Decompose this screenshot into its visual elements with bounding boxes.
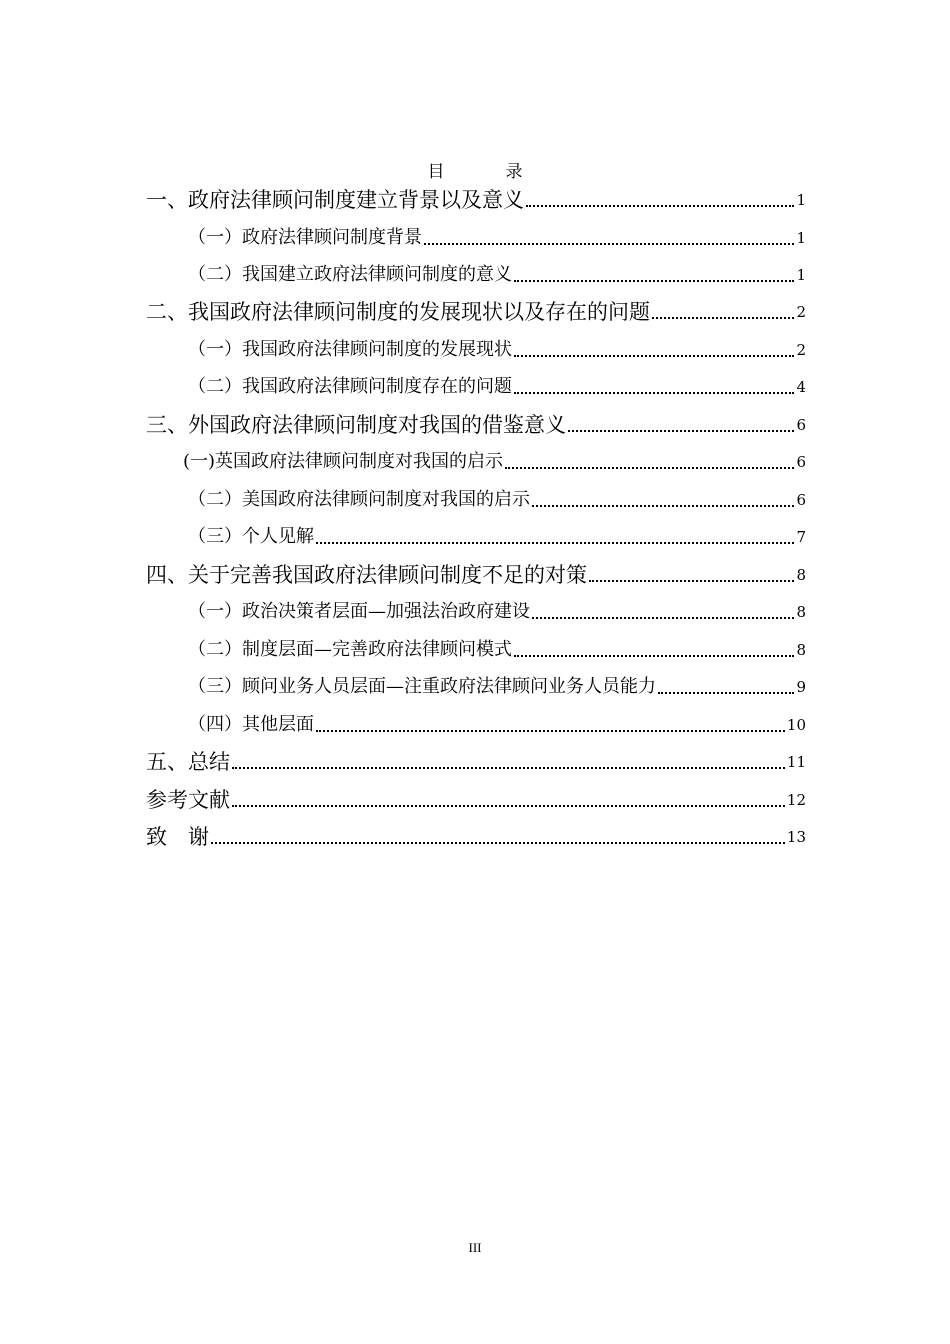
toc-page-number: 11 [786,753,806,771]
toc-entry-text: （三）个人见解 [188,526,314,547]
toc-entry-text: （一）政治决策者层面—加强法治政府建设 [188,601,530,622]
toc-entry-text: （一）政府法律顾问制度背景 [188,227,422,248]
toc-page-number: 8 [796,641,806,659]
toc-page-number: 1 [796,229,806,247]
toc-entry-text: （四）其他层面 [188,714,314,735]
toc-entry[interactable] [146,222,806,252]
dot-leader [514,392,794,394]
dot-leader [514,355,794,357]
toc-entry-text: 参考文献 [146,788,230,812]
dot-leader [424,243,794,245]
dot-leader [589,580,794,582]
toc-entry[interactable] [146,746,806,776]
toc-page-number: 2 [796,341,806,359]
toc-entry-text: （三）顾问业务人员层面—注重政府法律顾问业务人员能力 [188,676,656,697]
toc-entry-text: 五、总结 [146,750,230,774]
toc-entry[interactable] [146,484,806,514]
toc-entry-text: 一、政府法律顾问制度建立背景以及意义 [146,188,524,212]
toc-entry-text: 三、外国政府法律顾问制度对我国的借鉴意义 [146,413,566,437]
dot-leader [316,730,785,732]
toc-entry-text: 二、我国政府法律顾问制度的发展现状以及存在的问题 [146,300,650,324]
dot-leader [658,692,794,694]
toc-entry-text: （一）我国政府法律顾问制度的发展现状 [188,339,512,360]
toc-page-number: 13 [786,828,806,846]
dot-leader [316,542,794,544]
toc-page-number: 7 [796,528,806,546]
dot-leader [652,317,794,319]
page-footer-number: III [468,1240,482,1255]
dot-leader [526,205,794,207]
toc-page-number: 2 [796,303,806,321]
toc-page-number: 1 [796,266,806,284]
toc-entry[interactable] [146,634,806,664]
dot-leader [211,842,785,844]
toc-page-number: 6 [796,491,806,509]
toc-page-number: 10 [786,716,806,734]
dot-leader [232,767,785,769]
toc-page-number: 6 [796,416,806,434]
toc-page-number: 4 [796,378,806,396]
toc-entry[interactable] [146,671,806,701]
dot-leader [514,280,794,282]
toc-entry[interactable] [146,446,806,476]
toc-page-number: 8 [796,603,806,621]
toc-entry[interactable] [146,184,806,214]
toc-entry[interactable] [146,596,806,626]
toc-entry-text: (一)英国政府法律顾问制度对我国的启示 [183,451,504,472]
toc-entry[interactable] [146,334,806,364]
toc-entry-text: （二）我国政府法律顾问制度存在的问题 [188,376,512,397]
toc-entry[interactable] [146,371,806,401]
dot-leader [532,505,794,507]
toc-page-number: 8 [796,566,806,584]
toc-entry[interactable] [146,784,806,814]
dot-leader [532,617,794,619]
toc-title: 目 录 [427,162,545,182]
dot-leader [505,467,794,469]
toc-entry[interactable] [146,409,806,439]
toc-entry[interactable] [146,709,806,739]
toc-page-number: 9 [796,678,806,696]
dot-leader [568,430,794,432]
toc-entry-text: （二）制度层面—完善政府法律顾问模式 [188,639,512,660]
toc-entry-text: 致 谢 [146,825,209,849]
toc-entry[interactable] [146,559,806,589]
toc-page-number: 12 [786,791,806,809]
dot-leader [514,655,794,657]
toc-entry-text: （二）美国政府法律顾问制度对我国的启示 [188,489,530,510]
toc-entry[interactable] [146,296,806,326]
toc-page-number: 6 [796,453,806,471]
toc-entry[interactable] [146,521,806,551]
toc-entry[interactable] [146,259,806,289]
toc-page-number: 1 [796,191,806,209]
toc-entry[interactable] [146,821,806,851]
dot-leader [232,805,785,807]
toc-entry-text: 四、关于完善我国政府法律顾问制度不足的对策 [146,563,587,587]
toc-entry-text: （二）我国建立政府法律顾问制度的意义 [188,264,512,285]
